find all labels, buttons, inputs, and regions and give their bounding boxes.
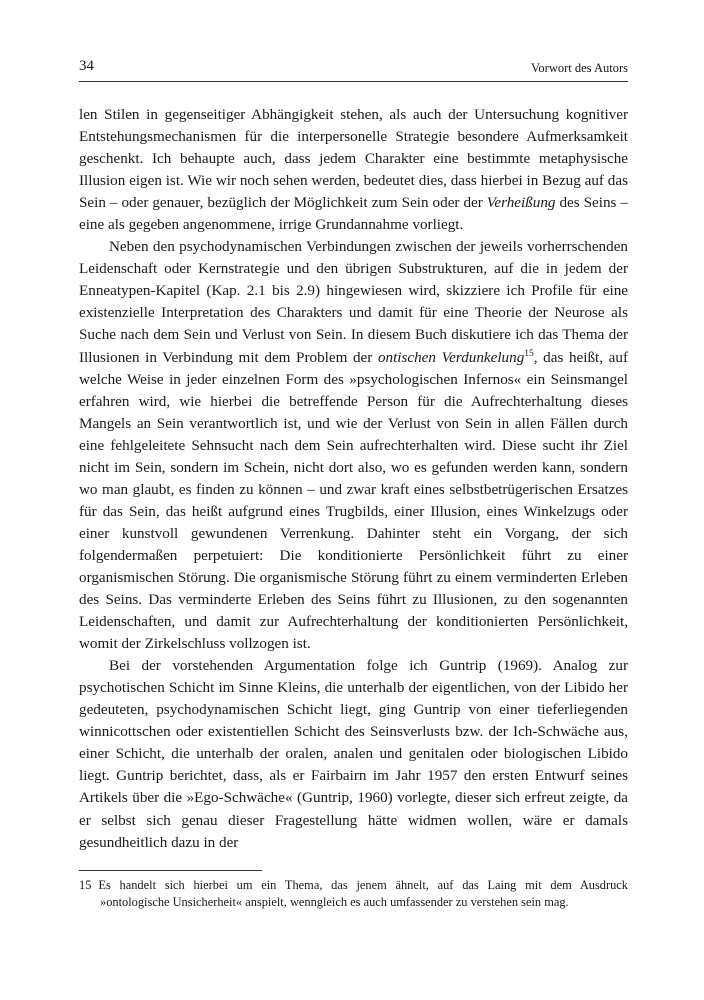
- page-header: [79, 58, 628, 78]
- footnote-line-2: [79, 894, 628, 911]
- footnote-reference[interactable]: 15: [524, 348, 534, 359]
- paragraph-1-continuation: des Seins – eine als gegeben angenommene, irrige Grundannahme vorliegt.: [79, 194, 628, 234]
- paragraph-2-text: Neben den psychodynamischen Verbindungen zwischen der jeweils vorherrschenden Leidenschaft oder Kernstrategie und den übrigen Substrukturen, auf die in jedem der Enneatypen-Kapitel (Kap. 2.1 bis 2.9) hingewiesen wird, skizziere ich Profile für eine existenzielle Interpretation des Charakters und damit für eine Theorie der Neurose als Suche nach dem Sein und Verlust von Sein. In diesem Buch diskutiere ich das Thema der Illusionen in Verbindung mit dem Problem der: [79, 238, 628, 366]
- paragraph-1: [79, 104, 628, 236]
- page-number: 34: [79, 58, 94, 74]
- footnote-number: 15: [79, 878, 92, 892]
- emphasis-verheissung: Verheißung: [486, 194, 556, 212]
- paragraph-3-text: Bei der vorstehenden Argumentation folge ich Guntrip (1969). Analog zur psychotischen Schicht im Sinne Kleins, die unterhalb der eigentlichen, von der Libido her gedeuteten, psychodynamischen Schicht liegt, ging Guntrip von einer tieferliegenden winnicottschen oder existentiellen Schicht des Seinsverlusts bzw. der Ich-Schwäche aus, einer Schicht, die unterhalb der oralen, analen und genitalen oder biologischen Libido liegt. Guntrip berichtet, dass, als er Fairbairn im Jahr 1957 den ersten Entwurf seines Artikels über die »Ego-Schwäche« (Guntrip, 1960) vorlegte, dieser sich erfreut zeigte, da er selbst sich genau dieser Fragestellung hätte widmen wollen, wäre er damals gesundheitlich dazu in der: [79, 657, 628, 851]
- footnote-text-2: »ontologische Unsicherheit« anspielt, wenngleich es auch umfassender zu verstehen sein mag.: [100, 895, 569, 909]
- footnote-line-1: [79, 877, 628, 894]
- footnote-text-1: Es handelt sich hierbei um ein Thema, das jenem ähnelt, auf das Laing mit dem Ausdruck: [98, 878, 628, 892]
- footnote-rule: [79, 870, 262, 871]
- paragraph-1-text: len Stilen in gegenseitiger Abhängigkeit stehen, als auch der Untersuchung kognitiver Entstehungsmechanismen für die interpersonelle Strategie besondere Aufmerksamkeit geschenkt. Ich behaupte auch, dass jedem Charakter eine bestimmte metaphysische Illusion eigen ist. Wie wir noch sehen werden, bedeutet dies, dass hierbei in Bezug auf das Sein – oder genauer, bezüglich der Möglichkeit zum Sein oder der: [79, 106, 628, 212]
- paragraph-2: [79, 236, 628, 655]
- header-rule: [79, 81, 628, 82]
- main-text: [79, 104, 628, 854]
- footnote: [79, 877, 628, 911]
- running-head: Vorwort des Autors: [531, 61, 628, 75]
- emphasis-ontische-verdunkelung: ontischen Verdunkelung: [377, 348, 525, 366]
- paragraph-2-continuation: , das heißt, auf welche Weise in jeder einzelnen Form des »psychologischen Infernos« ein Seinsmangel erfahren wird, wie hierbei die betreffende Person für die Aufrechterhaltung dieses Mangels an Sein verantwortlich ist, und wie der Verlust von Sein in allen Fällen durch eine fehlgeleitete Sehnsucht nach dem Sein aufrechterhalten wird. Diese sucht ihr Ziel nicht im Sein, sondern im Schein, nicht dort also, wo es gefunden werden kann, sondern wo man glaubt, es finden zu können – und zwar kraft eines selbstbetrügerischen Ersatzes für das Sein, das heißt aufgrund eines Trugbilds, einer Illusion, eines Winkelzugs oder einer kunstvoll gewundenen Verrenkung. Dahinter steht ein Vorgang, der sich folgendermaßen perpetuiert: Die konditionierte Persönlichkeit führt zu einer organismischen Störung. Die organismische Störung führt zu einem verminderten Erleben des Seins. Das verminderte Erleben des Seins führt zu Illusionen, zu den sogenannten Leidenschaften, und damit zur Aufrechterhaltung der konditionierten Persönlichkeit, womit der Zirkelschluss vollzogen ist.: [79, 348, 628, 653]
- paragraph-3: [79, 655, 628, 853]
